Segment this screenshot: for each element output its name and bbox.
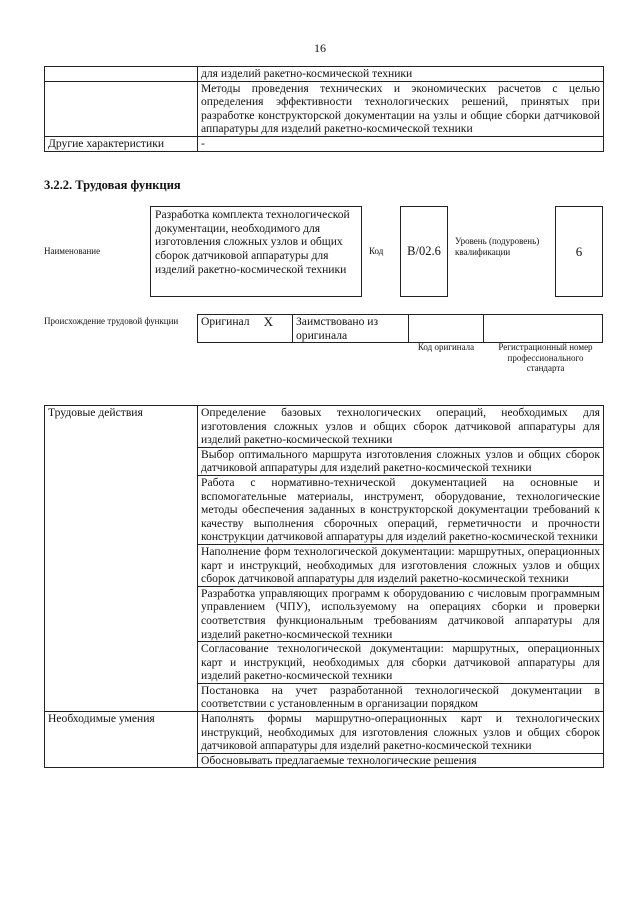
function-name-box: Разработка комплекта технологической документации, необходимого для изготовления сложных узлов и общих сборок датчиковой аппаратуры для изделий ракетно-космической техники — [150, 206, 362, 297]
table-row — [45, 136, 604, 151]
table-row — [45, 81, 604, 136]
original-label: Оригинал — [201, 315, 250, 328]
top-characteristics-table — [44, 66, 604, 152]
code-value: B/02.6 — [400, 206, 448, 297]
qualification-level-label: Уровень (подуровень) квалификации — [455, 236, 540, 257]
table-cell-empty — [45, 67, 198, 82]
reg-number-cell — [484, 315, 603, 343]
original-cell — [198, 315, 293, 343]
reg-number-label: Регистрационный номер профессионального стандарта — [498, 342, 593, 373]
code-label: Код — [369, 246, 384, 256]
origin-label: Происхождение трудовой функции — [44, 316, 179, 326]
table-cell: Выбор оптимального маршрута изготовления сложных узлов и общих сборок датчиковой аппаратуры для изделий ракетно-космической техники — [198, 447, 604, 475]
section-label: Необходимые умения — [45, 712, 198, 768]
table-cell: Методы проведения технических и экономических расчетов с целью определения эффективности технологических решений, принятых при разработке конструкторской документации на узлы и общие сборки датчиковой аппаратуры для изделий ракетно-космической техники — [198, 81, 604, 136]
table-cell: Определение базовых технологических операций, необходимых для изготовления сложных узлов и общих сборок датчиковой аппаратуры для изделий ракетно-космической техники — [198, 406, 604, 448]
section-label: Трудовые действия — [45, 406, 198, 712]
other-characteristics-label: Другие характеристики — [45, 136, 198, 151]
table-row — [198, 315, 603, 343]
table-row — [45, 406, 604, 448]
qualification-level-value: 6 — [555, 206, 603, 297]
table-cell: Разработка управляющих программ к оборудованию с числовым программным управлением (ЧПУ), используемому на операциях сборки и проверки соответствия функциональным требованиям датчиковой аппаратуры для изделий ракетно-космической техники — [198, 586, 604, 641]
borrowed-label: Заимствовано из оригинала — [293, 315, 409, 343]
table-cell: Наполнять формы маршрутно-операционных карт и технологических инструкций, необходимых для изготовления сложных узлов и общих сборок датчиковой аппаратуры для изделий ракетно-космической техники — [198, 712, 604, 754]
table-cell: Наполнение форм технологической документации: маршрутных, операционных карт и инструкций, необходимых для изготовления сложных узлов и общих сборок датчиковой аппаратуры для изделий ракетно-космической техники — [198, 544, 604, 586]
table-cell: Обосновывать предлагаемые технологические решения — [198, 753, 604, 768]
table-cell: Постановка на учет разработанной технологической документации в соответствии с установленным в организации порядком — [198, 683, 604, 711]
table-cell: Работа с нормативно-технической документацией на основные и вспомогательные материалы, инструмент, оборудование, технологические методы обеспечения заданных в конструкторской документации требований к качеству выполнения сборочных операций, герметичности и прочности конструкции датчиковой аппаратуры для изделий ракетно-космической техники — [198, 475, 604, 544]
other-characteristics-value: - — [198, 136, 604, 151]
section-title: 3.2.2. Трудовая функция — [44, 178, 181, 192]
labor-actions-table — [44, 405, 604, 768]
name-label: Наименование — [44, 246, 101, 256]
origin-table — [197, 314, 603, 343]
table-row — [45, 67, 604, 82]
code-original-cell — [409, 315, 484, 343]
table-row — [45, 712, 604, 754]
table-cell: для изделий ракетно-космической техники — [198, 67, 604, 82]
table-cell-empty — [45, 81, 198, 136]
page-number: 16 — [314, 41, 326, 55]
original-mark: X — [263, 314, 273, 329]
code-original-label: Код оригинала — [417, 342, 475, 352]
table-cell: Согласование технологической документации: маршрутных, операционных карт и инструкций, необходимых для сборки датчиковой аппаратуры для изделий ракетно-космической техники — [198, 642, 604, 684]
